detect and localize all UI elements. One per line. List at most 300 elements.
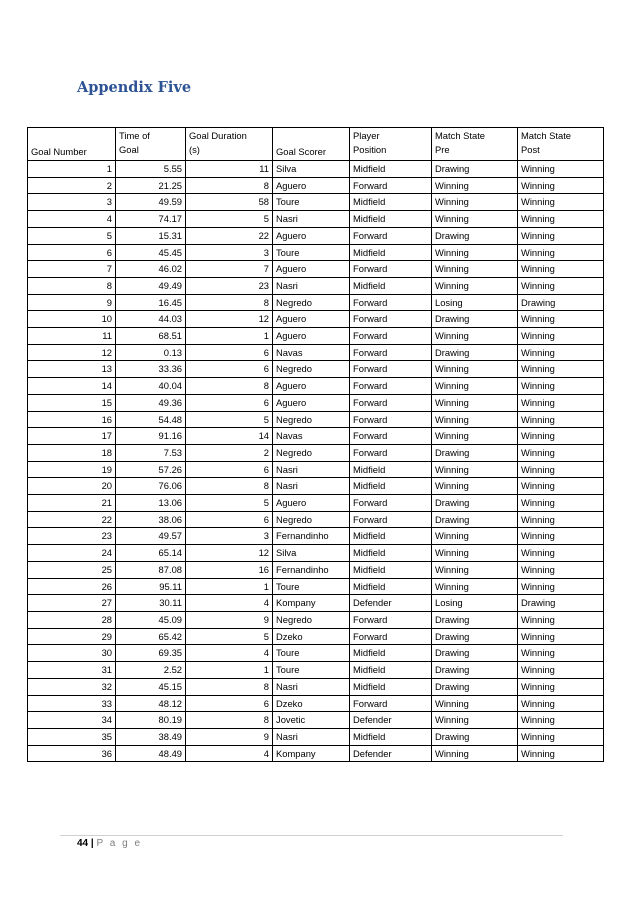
cell-match-state-post: Winning (518, 511, 604, 528)
table-row (28, 328, 604, 345)
cell-goal-scorer: Negredo (273, 294, 350, 311)
header-time-line1: Time of (119, 130, 150, 141)
cell-match-state-pre: Winning (432, 578, 518, 595)
header-row (28, 128, 604, 161)
cell-match-state-pre: Winning (432, 277, 518, 294)
table-row (28, 561, 604, 578)
cell-player-position: Midfield (350, 645, 432, 662)
cell-goal-duration: 1 (186, 328, 273, 345)
cell-player-position: Forward (350, 444, 432, 461)
cell-goal-scorer: Aguero (273, 311, 350, 328)
cell-match-state-pre: Winning (432, 712, 518, 729)
cell-match-state-pre: Drawing (432, 161, 518, 178)
cell-match-state-pre: Winning (432, 361, 518, 378)
cell-player-position: Midfield (350, 728, 432, 745)
cell-player-position: Midfield (350, 545, 432, 562)
cell-goal-number: 29 (28, 628, 116, 645)
cell-goal-number: 35 (28, 728, 116, 745)
header-goal-duration (186, 128, 273, 161)
cell-match-state-post: Winning (518, 728, 604, 745)
cell-match-state-pre: Winning (432, 328, 518, 345)
cell-goal-number: 20 (28, 478, 116, 495)
cell-goal-duration: 9 (186, 728, 273, 745)
table-row (28, 378, 604, 395)
cell-player-position: Forward (350, 177, 432, 194)
cell-match-state-pre: Drawing (432, 678, 518, 695)
cell-match-state-post: Drawing (518, 595, 604, 612)
header-goal-scorer: Goal Scorer (273, 128, 350, 161)
cell-player-position: Forward (350, 428, 432, 445)
cell-goal-duration: 11 (186, 161, 273, 178)
cell-match-state-post: Winning (518, 712, 604, 729)
cell-goal-scorer: Navas (273, 344, 350, 361)
cell-goal-number: 21 (28, 495, 116, 512)
cell-time-of-goal: 74.17 (116, 211, 186, 228)
cell-time-of-goal: 7.53 (116, 444, 186, 461)
cell-match-state-post: Winning (518, 695, 604, 712)
cell-match-state-pre: Drawing (432, 645, 518, 662)
cell-match-state-pre: Drawing (432, 311, 518, 328)
header-pre-line1: Match State (435, 130, 486, 141)
header-goal-number: Goal Number (28, 128, 116, 161)
table-row (28, 394, 604, 411)
table-row (28, 511, 604, 528)
cell-time-of-goal: 95.11 (116, 578, 186, 595)
cell-time-of-goal: 54.48 (116, 411, 186, 428)
cell-match-state-post: Winning (518, 211, 604, 228)
table-header (28, 128, 604, 161)
cell-goal-duration: 1 (186, 662, 273, 679)
cell-goal-number: 36 (28, 745, 116, 762)
cell-goal-duration: 4 (186, 645, 273, 662)
cell-player-position: Midfield (350, 461, 432, 478)
cell-time-of-goal: 15.31 (116, 227, 186, 244)
cell-player-position: Forward (350, 695, 432, 712)
table-row (28, 311, 604, 328)
cell-time-of-goal: 44.03 (116, 311, 186, 328)
cell-time-of-goal: 65.42 (116, 628, 186, 645)
cell-goal-number: 23 (28, 528, 116, 545)
table-row (28, 578, 604, 595)
cell-goal-number: 8 (28, 277, 116, 294)
header-time-line2: Goal (119, 144, 139, 155)
cell-goal-number: 17 (28, 428, 116, 445)
cell-goal-scorer: Negredo (273, 444, 350, 461)
cell-player-position: Midfield (350, 194, 432, 211)
page-label: P a g e (96, 838, 143, 849)
cell-goal-number: 31 (28, 662, 116, 679)
cell-goal-duration: 8 (186, 712, 273, 729)
cell-player-position: Midfield (350, 277, 432, 294)
cell-match-state-post: Winning (518, 328, 604, 345)
cell-time-of-goal: 5.55 (116, 161, 186, 178)
cell-goal-duration: 5 (186, 628, 273, 645)
cell-time-of-goal: 49.49 (116, 277, 186, 294)
cell-goal-scorer: Aguero (273, 328, 350, 345)
cell-goal-duration: 12 (186, 311, 273, 328)
cell-goal-scorer: Fernandinho (273, 528, 350, 545)
cell-goal-duration: 6 (186, 511, 273, 528)
cell-match-state-post: Winning (518, 428, 604, 445)
cell-goal-number: 13 (28, 361, 116, 378)
cell-goal-duration: 2 (186, 444, 273, 461)
cell-goal-duration: 58 (186, 194, 273, 211)
cell-goal-scorer: Aguero (273, 261, 350, 278)
cell-goal-duration: 12 (186, 545, 273, 562)
cell-match-state-post: Winning (518, 561, 604, 578)
cell-goal-duration: 6 (186, 695, 273, 712)
cell-goal-duration: 5 (186, 211, 273, 228)
cell-time-of-goal: 91.16 (116, 428, 186, 445)
cell-player-position: Forward (350, 611, 432, 628)
cell-time-of-goal: 33.36 (116, 361, 186, 378)
page-footer (77, 838, 142, 849)
cell-goal-duration: 8 (186, 378, 273, 395)
table-row (28, 478, 604, 495)
cell-player-position: Forward (350, 511, 432, 528)
table-row (28, 645, 604, 662)
cell-goal-scorer: Toure (273, 578, 350, 595)
table-row (28, 745, 604, 762)
page-number: 44 (77, 838, 89, 849)
cell-player-position: Midfield (350, 478, 432, 495)
cell-match-state-post: Winning (518, 678, 604, 695)
cell-match-state-post: Winning (518, 444, 604, 461)
table-row (28, 444, 604, 461)
cell-goal-duration: 6 (186, 361, 273, 378)
cell-match-state-pre: Winning (432, 194, 518, 211)
cell-match-state-pre: Drawing (432, 611, 518, 628)
cell-goal-duration: 4 (186, 745, 273, 762)
cell-match-state-post: Winning (518, 645, 604, 662)
cell-match-state-pre: Drawing (432, 511, 518, 528)
cell-time-of-goal: 21.25 (116, 177, 186, 194)
cell-player-position: Midfield (350, 244, 432, 261)
cell-goal-scorer: Toure (273, 244, 350, 261)
table-row (28, 595, 604, 612)
cell-match-state-pre: Drawing (432, 444, 518, 461)
cell-player-position: Forward (350, 411, 432, 428)
table-row (28, 611, 604, 628)
cell-goal-duration: 5 (186, 411, 273, 428)
cell-match-state-pre: Winning (432, 545, 518, 562)
cell-time-of-goal: 80.19 (116, 712, 186, 729)
cell-match-state-post: Winning (518, 411, 604, 428)
cell-match-state-post: Winning (518, 578, 604, 595)
cell-time-of-goal: 48.49 (116, 745, 186, 762)
cell-time-of-goal: 49.36 (116, 394, 186, 411)
cell-player-position: Midfield (350, 528, 432, 545)
table-row (28, 177, 604, 194)
cell-goal-scorer: Nasri (273, 277, 350, 294)
cell-player-position: Forward (350, 294, 432, 311)
table-row (28, 411, 604, 428)
cell-time-of-goal: 45.09 (116, 611, 186, 628)
cell-match-state-pre: Drawing (432, 662, 518, 679)
cell-time-of-goal: 69.35 (116, 645, 186, 662)
cell-match-state-post: Winning (518, 745, 604, 762)
cell-goal-number: 30 (28, 645, 116, 662)
header-pre-line2: Pre (435, 144, 450, 155)
cell-goal-duration: 9 (186, 611, 273, 628)
cell-goal-duration: 22 (186, 227, 273, 244)
cell-match-state-pre: Winning (432, 695, 518, 712)
cell-match-state-post: Winning (518, 311, 604, 328)
cell-goal-number: 28 (28, 611, 116, 628)
cell-match-state-pre: Winning (432, 261, 518, 278)
table-row (28, 495, 604, 512)
cell-time-of-goal: 2.52 (116, 662, 186, 679)
cell-goal-number: 34 (28, 712, 116, 729)
cell-goal-scorer: Nasri (273, 461, 350, 478)
cell-player-position: Forward (350, 227, 432, 244)
header-time-of-goal (116, 128, 186, 161)
cell-player-position: Forward (350, 628, 432, 645)
cell-player-position: Midfield (350, 662, 432, 679)
cell-match-state-pre: Drawing (432, 227, 518, 244)
cell-match-state-pre: Winning (432, 378, 518, 395)
cell-goal-number: 24 (28, 545, 116, 562)
table-row (28, 211, 604, 228)
cell-goal-number: 14 (28, 378, 116, 395)
cell-goal-number: 5 (28, 227, 116, 244)
cell-goal-duration: 8 (186, 177, 273, 194)
cell-time-of-goal: 0.13 (116, 344, 186, 361)
table-row (28, 528, 604, 545)
cell-match-state-pre: Drawing (432, 728, 518, 745)
cell-player-position: Defender (350, 595, 432, 612)
cell-goal-number: 19 (28, 461, 116, 478)
cell-goal-number: 6 (28, 244, 116, 261)
cell-match-state-post: Winning (518, 161, 604, 178)
cell-goal-scorer: Kompany (273, 595, 350, 612)
table-row (28, 261, 604, 278)
cell-goal-scorer: Negredo (273, 611, 350, 628)
cell-goal-number: 7 (28, 261, 116, 278)
cell-match-state-post: Winning (518, 194, 604, 211)
cell-goal-scorer: Aguero (273, 495, 350, 512)
cell-time-of-goal: 38.06 (116, 511, 186, 528)
page-heading: Appendix Five (77, 79, 192, 96)
header-player-position (350, 128, 432, 161)
cell-match-state-post: Winning (518, 394, 604, 411)
cell-player-position: Midfield (350, 678, 432, 695)
cell-goal-number: 12 (28, 344, 116, 361)
cell-time-of-goal: 68.51 (116, 328, 186, 345)
cell-match-state-post: Winning (518, 545, 604, 562)
cell-time-of-goal: 45.45 (116, 244, 186, 261)
cell-goal-scorer: Negredo (273, 511, 350, 528)
cell-time-of-goal: 40.04 (116, 378, 186, 395)
cell-goal-number: 10 (28, 311, 116, 328)
table-row (28, 428, 604, 445)
table-row (28, 294, 604, 311)
cell-match-state-post: Winning (518, 244, 604, 261)
cell-match-state-pre: Winning (432, 428, 518, 445)
header-match-state-pre (432, 128, 518, 161)
cell-goal-number: 15 (28, 394, 116, 411)
cell-player-position: Forward (350, 344, 432, 361)
cell-goal-scorer: Negredo (273, 411, 350, 428)
cell-player-position: Forward (350, 495, 432, 512)
cell-match-state-pre: Winning (432, 745, 518, 762)
cell-goal-scorer: Toure (273, 645, 350, 662)
cell-player-position: Defender (350, 712, 432, 729)
cell-time-of-goal: 49.57 (116, 528, 186, 545)
table-row (28, 227, 604, 244)
cell-player-position: Midfield (350, 161, 432, 178)
cell-goal-duration: 16 (186, 561, 273, 578)
cell-goal-scorer: Negredo (273, 361, 350, 378)
header-duration-line2: (s) (189, 144, 200, 155)
cell-time-of-goal: 30.11 (116, 595, 186, 612)
cell-goal-duration: 8 (186, 678, 273, 695)
cell-time-of-goal: 76.06 (116, 478, 186, 495)
cell-match-state-post: Winning (518, 277, 604, 294)
cell-time-of-goal: 16.45 (116, 294, 186, 311)
cell-goal-scorer: Navas (273, 428, 350, 445)
cell-time-of-goal: 49.59 (116, 194, 186, 211)
cell-goal-number: 22 (28, 511, 116, 528)
cell-match-state-pre: Winning (432, 478, 518, 495)
cell-goal-scorer: Silva (273, 161, 350, 178)
cell-goal-duration: 6 (186, 461, 273, 478)
cell-player-position: Forward (350, 328, 432, 345)
cell-match-state-post: Winning (518, 227, 604, 244)
cell-goal-duration: 14 (186, 428, 273, 445)
cell-goal-number: 3 (28, 194, 116, 211)
cell-goal-number: 27 (28, 595, 116, 612)
cell-goal-duration: 4 (186, 595, 273, 612)
table-row (28, 662, 604, 679)
cell-match-state-post: Winning (518, 495, 604, 512)
cell-goal-scorer: Aguero (273, 177, 350, 194)
cell-goal-duration: 6 (186, 344, 273, 361)
header-position-line1: Player (353, 130, 380, 141)
cell-goal-scorer: Dzeko (273, 695, 350, 712)
cell-match-state-pre: Losing (432, 294, 518, 311)
cell-time-of-goal: 48.12 (116, 695, 186, 712)
cell-goal-duration: 23 (186, 277, 273, 294)
cell-match-state-pre: Winning (432, 528, 518, 545)
table-row (28, 161, 604, 178)
cell-match-state-post: Winning (518, 177, 604, 194)
header-post-line1: Match State (521, 130, 572, 141)
cell-goal-scorer: Fernandinho (273, 561, 350, 578)
cell-match-state-pre: Winning (432, 461, 518, 478)
cell-goal-scorer: Toure (273, 662, 350, 679)
cell-goal-scorer: Jovetic (273, 712, 350, 729)
cell-goal-scorer: Nasri (273, 728, 350, 745)
footer-separator: | (90, 838, 94, 849)
cell-match-state-pre: Losing (432, 595, 518, 612)
cell-goal-number: 26 (28, 578, 116, 595)
table-row (28, 712, 604, 729)
cell-match-state-pre: Winning (432, 177, 518, 194)
table-row (28, 194, 604, 211)
cell-match-state-pre: Drawing (432, 344, 518, 361)
table-row (28, 628, 604, 645)
cell-goal-duration: 6 (186, 394, 273, 411)
table-row (28, 277, 604, 294)
cell-player-position: Forward (350, 378, 432, 395)
cell-match-state-pre: Drawing (432, 495, 518, 512)
cell-goal-scorer: Dzeko (273, 628, 350, 645)
goals-table (27, 127, 604, 762)
cell-goal-number: 32 (28, 678, 116, 695)
table-row (28, 545, 604, 562)
cell-goal-scorer: Kompany (273, 745, 350, 762)
table-body (28, 161, 604, 762)
header-duration-line1: Goal Duration (189, 130, 247, 141)
cell-goal-number: 18 (28, 444, 116, 461)
table-row (28, 344, 604, 361)
cell-time-of-goal: 65.14 (116, 545, 186, 562)
cell-player-position: Forward (350, 361, 432, 378)
cell-goal-scorer: Aguero (273, 227, 350, 244)
cell-goal-number: 16 (28, 411, 116, 428)
cell-match-state-pre: Winning (432, 561, 518, 578)
cell-time-of-goal: 87.08 (116, 561, 186, 578)
cell-player-position: Defender (350, 745, 432, 762)
cell-time-of-goal: 57.26 (116, 461, 186, 478)
cell-goal-duration: 8 (186, 478, 273, 495)
cell-match-state-post: Winning (518, 611, 604, 628)
cell-player-position: Midfield (350, 578, 432, 595)
cell-goal-number: 11 (28, 328, 116, 345)
cell-match-state-post: Winning (518, 528, 604, 545)
cell-match-state-post: Winning (518, 361, 604, 378)
cell-goal-duration: 3 (186, 528, 273, 545)
cell-goal-number: 25 (28, 561, 116, 578)
cell-goal-scorer: Nasri (273, 478, 350, 495)
table-row (28, 678, 604, 695)
cell-match-state-pre: Winning (432, 411, 518, 428)
cell-player-position: Forward (350, 311, 432, 328)
cell-time-of-goal: 13.06 (116, 495, 186, 512)
cell-match-state-pre: Winning (432, 394, 518, 411)
table-row (28, 244, 604, 261)
cell-player-position: Forward (350, 261, 432, 278)
cell-goal-duration: 3 (186, 244, 273, 261)
cell-time-of-goal: 46.02 (116, 261, 186, 278)
cell-match-state-pre: Drawing (432, 628, 518, 645)
cell-goal-number: 9 (28, 294, 116, 311)
table-row (28, 361, 604, 378)
cell-time-of-goal: 45.15 (116, 678, 186, 695)
cell-goal-scorer: Aguero (273, 378, 350, 395)
cell-goal-duration: 5 (186, 495, 273, 512)
cell-goal-duration: 7 (186, 261, 273, 278)
cell-goal-duration: 8 (186, 294, 273, 311)
header-match-state-post (518, 128, 604, 161)
cell-match-state-pre: Winning (432, 211, 518, 228)
cell-player-position: Midfield (350, 211, 432, 228)
cell-match-state-post: Winning (518, 261, 604, 278)
cell-match-state-post: Winning (518, 461, 604, 478)
cell-match-state-post: Drawing (518, 294, 604, 311)
table-row (28, 695, 604, 712)
cell-player-position: Forward (350, 394, 432, 411)
footer-divider (60, 835, 563, 836)
header-post-line2: Post (521, 144, 540, 155)
cell-goal-number: 4 (28, 211, 116, 228)
cell-goal-duration: 1 (186, 578, 273, 595)
cell-goal-number: 2 (28, 177, 116, 194)
table-row (28, 728, 604, 745)
cell-goal-number: 1 (28, 161, 116, 178)
cell-goal-scorer: Aguero (273, 394, 350, 411)
